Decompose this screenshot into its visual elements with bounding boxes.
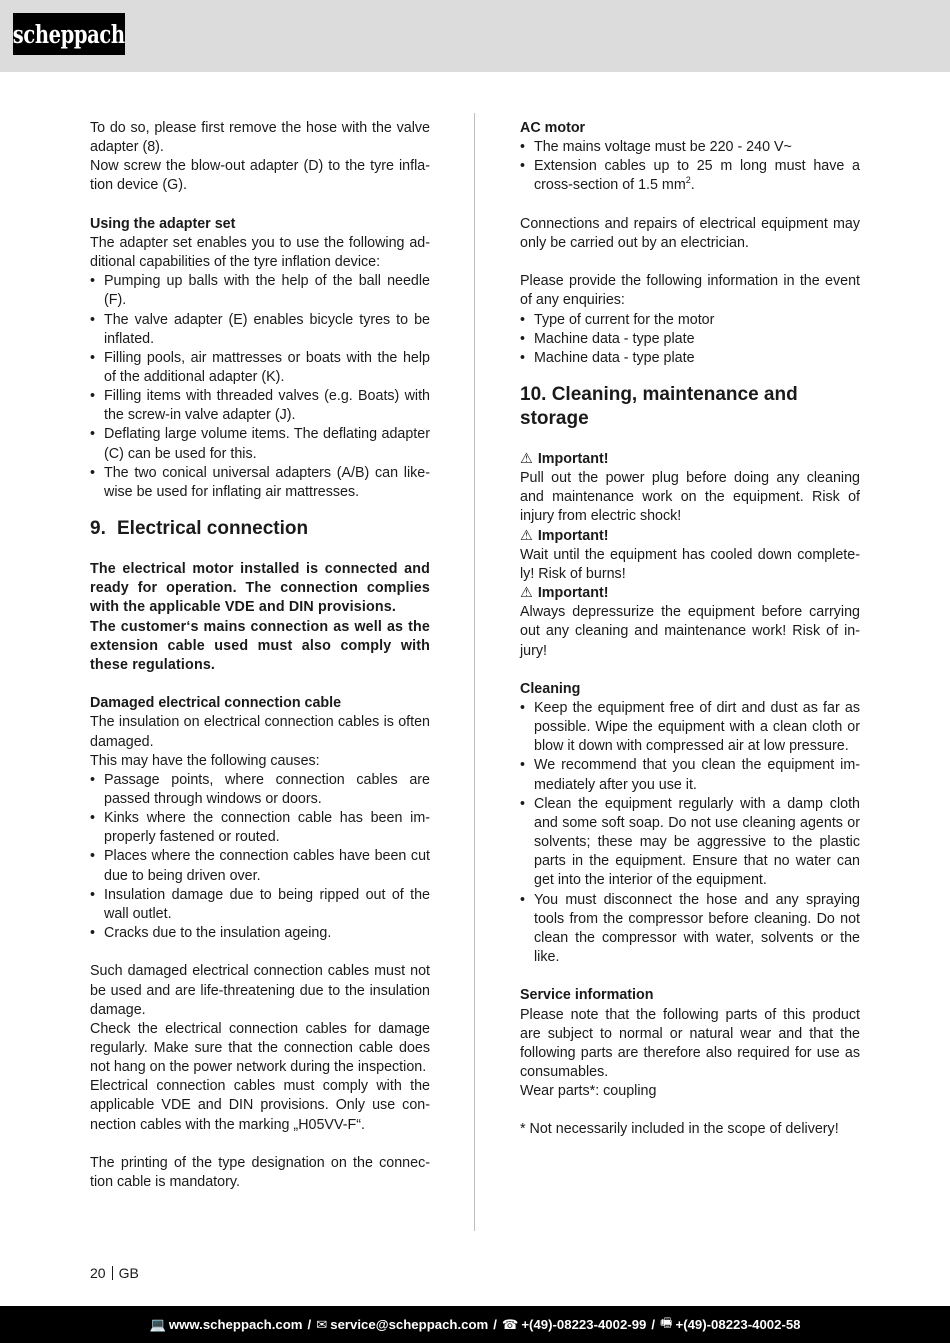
warning-icon: ⚠ xyxy=(520,585,533,602)
page-number-value: 20 xyxy=(90,1265,106,1281)
section-9-heading xyxy=(90,517,430,541)
footer-separator: / xyxy=(493,1317,497,1332)
warning-icon: ⚠ xyxy=(520,527,533,544)
body-paragraph: This may have the following causes: xyxy=(90,752,320,769)
page-language: GB xyxy=(118,1265,139,1281)
body-paragraph: Such damaged electrical connection cables must not be used and are life-threatening due to the insulation damage. xyxy=(90,963,430,1018)
warning-text: Always depressurize the equipment before carrying out any cleaning and maintenance work! Risk of injury! xyxy=(520,604,860,659)
notice-paragraph: The electrical motor installed is connected and ready for operation. The connection complies with the applicable VDE and DIN provisions. xyxy=(90,561,430,616)
list-item: • Type of current for the motor xyxy=(520,311,860,330)
list-item: • Deflating large volume items. The deflating adapter (C) can be used for this. xyxy=(90,425,430,463)
page-number xyxy=(90,1265,139,1281)
ac-motor-list xyxy=(520,138,860,195)
warning-icon: ⚠ xyxy=(520,451,533,467)
page-number-divider xyxy=(112,1266,113,1280)
logo-text: scheppach xyxy=(13,19,125,49)
list-item: • Insulation damage due to being ripped out of the wall outlet. xyxy=(90,886,430,924)
list-item: • We recommend that you clean the equipment immediately after you use it. xyxy=(520,756,860,794)
footer-separator: / xyxy=(651,1317,656,1332)
adapter-set-heading: Using the adapter set xyxy=(90,215,236,232)
body-paragraph: Please note that the following parts of this product are subject to normal or natural wear and that the following parts are therefore also required for use as consumables. xyxy=(520,1006,860,1080)
body-paragraph: The insulation on electrical connection cables is often damaged. xyxy=(90,714,430,750)
list-item: • Keep the equipment free of dirt and dust as far as possible. Wipe the equipment with a clean cloth or blow it down with compressed air at low pressure. xyxy=(520,699,860,756)
body-paragraph: Check the electrical connection cables for damage regularly. Make sure that the connection cable does not hang on the power network during the inspection. xyxy=(90,1020,430,1076)
page-header xyxy=(0,0,950,72)
list-item: • The two conical universal adapters (A/B) can likewise be used for inflating air mattresses. xyxy=(90,464,430,502)
ac-motor-heading: AC motor xyxy=(520,120,586,136)
warning-text: Wait until the equipment has cooled down completely! Risk of burns! xyxy=(520,546,860,582)
footer-email[interactable]: service@scheppach.com xyxy=(330,1317,489,1332)
service-heading: Service information xyxy=(520,987,654,1004)
warning-text: Pull out the power plug before doing any cleaning and maintenance work on the equipment. Risk of injury from electric shock! xyxy=(520,470,860,525)
email-icon: ✉ xyxy=(316,1316,328,1332)
body-paragraph: Wear parts*: coupling xyxy=(520,1083,657,1100)
footnote: * Not necessarily included in the scope of delivery! xyxy=(520,1121,839,1138)
adapter-set-list xyxy=(90,272,430,502)
fax-icon: 🖷 xyxy=(660,1314,673,1330)
left-column xyxy=(90,119,430,1192)
enquiries-list xyxy=(520,311,860,368)
phone-icon: ☎ xyxy=(501,1316,519,1332)
body-paragraph: The printing of the type designation on the connection cable is mandatory. xyxy=(90,1154,430,1191)
page-footer xyxy=(0,1306,950,1343)
list-item: • The valve adapter (E) enables bicycle tyres to be inflated. xyxy=(90,311,430,349)
body-paragraph: Please provide the following information in the event of any enquiries: xyxy=(520,273,860,309)
right-column xyxy=(520,119,860,1140)
body-paragraph: Connections and repairs of electrical equipment may only be carried out by an electrician. xyxy=(520,215,860,251)
cleaning-list xyxy=(520,699,860,967)
important-label: ⚠ Important! xyxy=(520,527,860,546)
list-item: • You must disconnect the hose and any spraying tools from the compressor before cleaning. Do not clean the compressor with water, solvents or the like. xyxy=(520,891,860,968)
list-item: • Places where the connection cables have been cut due to being driven over. xyxy=(90,847,430,885)
section-title: Electrical connection xyxy=(117,518,309,540)
list-item-end: . xyxy=(690,177,695,194)
electrical-notice xyxy=(90,560,430,675)
computer-icon: 💻 xyxy=(149,1316,166,1332)
scheppach-logo xyxy=(13,13,125,55)
list-item: • Pumping up balls with the help of the ball needle (F). xyxy=(90,272,430,310)
footer-phone: +(49)-08223-4002-99 xyxy=(521,1317,647,1332)
section-number: 9. xyxy=(90,518,106,540)
notice-paragraph: The customer‘s mains connection as well as the extension cable used must also comply with these regulations. xyxy=(90,618,430,673)
list-item: • Machine data - type plate xyxy=(520,330,860,349)
section-title: Cleaning, maintenance and storage xyxy=(520,384,798,429)
list-item: • Cracks due to the insulation ageing. xyxy=(90,924,430,943)
damaged-cable-heading: Damaged electrical connection cable xyxy=(90,695,342,712)
intro-paragraph: Now screw the blow-out adapter (D) to the tyre inflation device (G). xyxy=(90,158,430,194)
list-item: • Filling pools, air mattresses or boats with the help of the additional adapter (K). xyxy=(90,349,430,387)
section-10-heading xyxy=(520,383,860,431)
body-paragraph: Electrical connection cables must comply with the applicable VDE and DIN provisions. Only use connection cables with the marking „H05VV-F“. xyxy=(90,1078,430,1133)
list-item xyxy=(520,157,860,195)
column-divider xyxy=(474,113,475,1231)
list-item: • Passage points, where connection cables are passed through windows or doors. xyxy=(90,771,430,809)
section-number: 10. xyxy=(520,384,547,405)
list-item: • The mains voltage must be 220 - 240 V~ xyxy=(520,138,860,157)
adapter-set-intro: The adapter set enables you to use the following additional capabilities of the tyre inflation device: xyxy=(90,234,430,271)
cleaning-heading: Cleaning xyxy=(520,680,581,697)
footer-separator: / xyxy=(307,1317,312,1332)
footer-fax: +(49)-08223-4002-58 xyxy=(675,1317,801,1332)
intro-paragraph: To do so, please first remove the hose with the valve adapter (8). xyxy=(90,120,430,156)
list-item: • Filling items with threaded valves (e.g. Boats) with the screw-in valve adapter (J). xyxy=(90,387,430,425)
list-item-text: Extension cables up to 25 m long must have a cross-section of 1.5 mm xyxy=(534,158,860,194)
superscript: 2 xyxy=(685,175,691,186)
list-item: • Clean the equipment regularly with a damp cloth and some soft soap. Do not use cleaning agents or solvents; these may be aggressive to the plastic parts in the equipment. Ensure that no water can get into the interior of the equipment. xyxy=(520,795,860,891)
important-label: ⚠ Important! xyxy=(520,450,860,469)
footer-website[interactable]: www.scheppach.com xyxy=(168,1317,303,1332)
list-item: • Machine data - type plate xyxy=(520,349,860,368)
important-label: ⚠ Important! xyxy=(520,584,860,603)
list-item: • Kinks where the connection cable has been improperly fastened or routed. xyxy=(90,809,430,847)
causes-list xyxy=(90,771,430,943)
